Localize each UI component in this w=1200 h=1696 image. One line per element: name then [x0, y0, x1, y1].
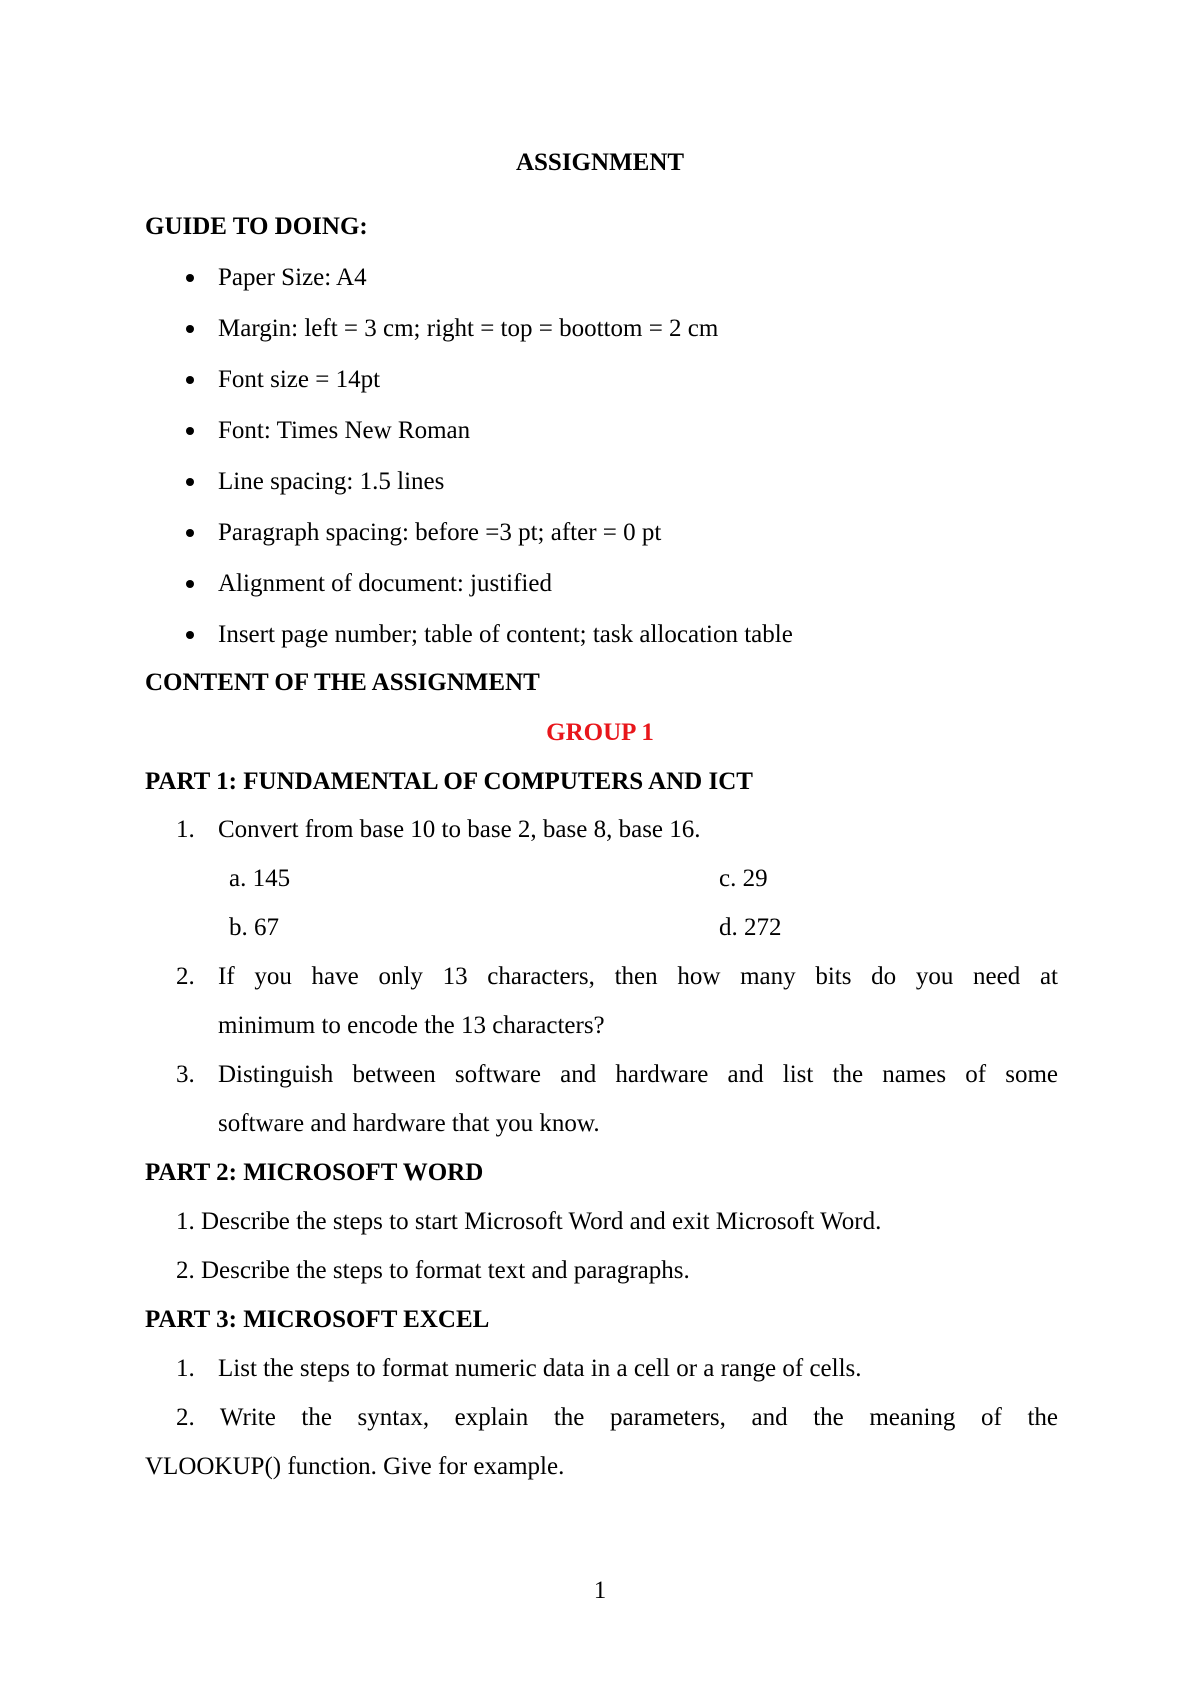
bullet-icon	[186, 325, 194, 333]
bullet-icon	[186, 631, 194, 639]
part3-q2-line1: 2. Write the syntax, explain the parameters, and the meaning of the	[176, 1404, 1058, 1431]
content-heading: CONTENT OF THE ASSIGNMENT	[145, 669, 540, 696]
option-d: d. 272	[719, 914, 782, 941]
part1-q2-number: 2.	[176, 963, 195, 990]
part1-q1-number: 1.	[176, 816, 195, 843]
part2-q1: 1. Describe the steps to start Microsoft Word and exit Microsoft Word.	[176, 1208, 882, 1235]
bullet-icon	[186, 478, 194, 486]
part2-q2: 2. Describe the steps to format text and paragraphs.	[176, 1257, 690, 1284]
bullet-icon	[186, 529, 194, 537]
part2-heading: PART 2: MICROSOFT WORD	[145, 1159, 484, 1186]
bullet-icon	[186, 376, 194, 384]
part3-heading: PART 3: MICROSOFT EXCEL	[145, 1306, 490, 1333]
guide-item: Insert page number; table of content; task allocation table	[218, 621, 793, 648]
bullet-icon	[186, 274, 194, 282]
part3-q1-number: 1.	[176, 1355, 195, 1382]
guide-item: Font: Times New Roman	[218, 417, 471, 444]
option-a: a. 145	[229, 865, 291, 892]
part3-q2-line2: VLOOKUP() function. Give for example.	[145, 1453, 565, 1480]
guide-heading: GUIDE TO DOING:	[145, 213, 368, 240]
part1-q3-line1: Distinguish between software and hardware and list the names of some	[218, 1061, 1058, 1088]
guide-item: Font size = 14pt	[218, 366, 381, 393]
part1-q3-line2: software and hardware that you know.	[218, 1110, 600, 1137]
page-number: 1	[593, 1577, 607, 1604]
guide-item: Paragraph spacing: before =3 pt; after = 0 pt	[218, 519, 662, 546]
part1-q2-line1: If you have only 13 characters, then how many bits do you need at	[218, 963, 1058, 990]
document-title: ASSIGNMENT	[515, 149, 685, 176]
option-b: b. 67	[229, 914, 279, 941]
guide-item: Paper Size: A4	[218, 264, 367, 291]
part1-q3-number: 3.	[176, 1061, 195, 1088]
part3-q1-text: List the steps to format numeric data in a cell or a range of cells.	[218, 1355, 862, 1382]
part1-q1-text: Convert from base 10 to base 2, base 8, base 16.	[218, 816, 701, 843]
group-label: GROUP 1	[546, 719, 654, 746]
guide-item: Line spacing: 1.5 lines	[218, 468, 445, 495]
bullet-icon	[186, 580, 194, 588]
guide-item: Margin: left = 3 cm; right = top = boottom = 2 cm	[218, 315, 719, 342]
option-c: c. 29	[719, 865, 768, 892]
part1-heading: PART 1: FUNDAMENTAL OF COMPUTERS AND ICT	[145, 768, 753, 795]
part1-q2-line2: minimum to encode the 13 characters?	[218, 1012, 605, 1039]
guide-item: Alignment of document: justified	[218, 570, 552, 597]
bullet-icon	[186, 427, 194, 435]
